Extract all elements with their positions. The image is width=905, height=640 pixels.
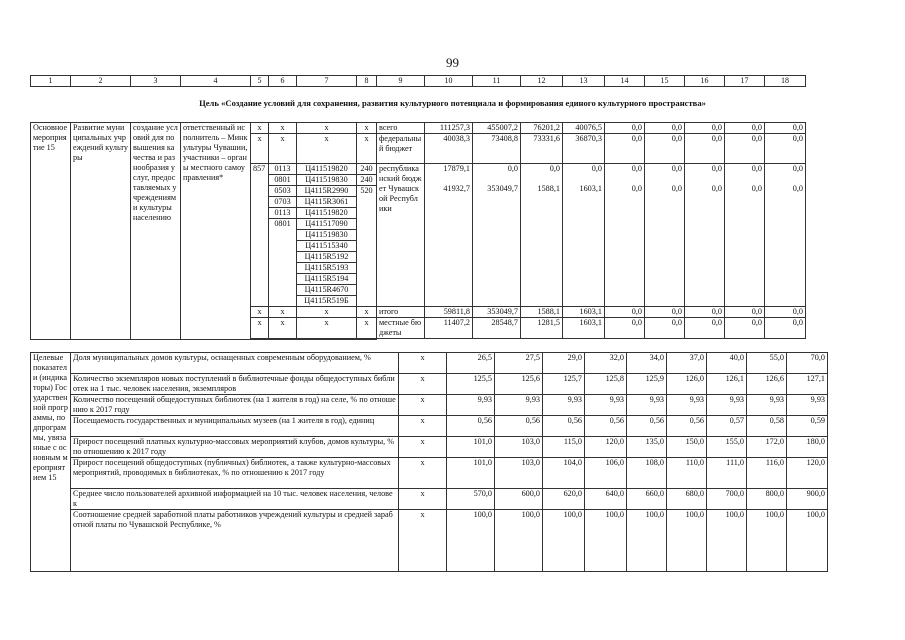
cell-x: x bbox=[357, 123, 377, 134]
csr-code: Ц411519830 bbox=[297, 175, 356, 186]
targets-table bbox=[30, 352, 828, 572]
target-name: Прирост посещений общедоступных (публичных) библиотек, а также культурно-массовых мероприятий, проводимых в библиотеках, % по отношению к 2017 году bbox=[71, 458, 399, 489]
target-value: 900,0 bbox=[787, 489, 828, 510]
rz-code: 0113 bbox=[269, 208, 296, 219]
header-cell: 10 bbox=[425, 76, 473, 87]
csr-code: Ц411519820 bbox=[297, 208, 356, 219]
csr-code: Ц4115R5192 bbox=[297, 252, 356, 263]
rz-code: 0503 bbox=[269, 186, 296, 197]
header-cell: 17 bbox=[725, 76, 765, 87]
finance-values bbox=[765, 164, 806, 307]
cell-x: x bbox=[251, 123, 269, 134]
finance-value: 1281,5 bbox=[521, 318, 563, 339]
header-cell: 16 bbox=[685, 76, 725, 87]
finance-value: 455007,2 bbox=[473, 123, 521, 134]
program-table bbox=[30, 122, 806, 340]
target-row bbox=[31, 437, 828, 458]
cell-x: x bbox=[399, 510, 447, 572]
target-value: 9,93 bbox=[787, 395, 828, 416]
target-value: 0,56 bbox=[585, 416, 627, 437]
finance-value: 59811,8 bbox=[425, 307, 473, 318]
target-row bbox=[31, 353, 828, 374]
finance-value: 0,0 bbox=[591, 164, 602, 173]
target-value: 125,5 bbox=[447, 374, 495, 395]
target-value: 9,93 bbox=[543, 395, 585, 416]
header-cell: 6 bbox=[269, 76, 297, 87]
activity-name: Основное мероприятие 15 bbox=[31, 123, 71, 340]
vr-code: 520 bbox=[360, 186, 373, 195]
cell-x: x bbox=[399, 395, 447, 416]
header-cell: 15 bbox=[645, 76, 685, 87]
cell-x: x bbox=[251, 318, 269, 339]
cell-x: x bbox=[269, 134, 297, 164]
target-value: 27,5 bbox=[495, 353, 543, 374]
finance-value: 0,0 bbox=[765, 123, 806, 134]
csr-code: Ц4115R5194 bbox=[297, 274, 356, 285]
finance-value: 0,0 bbox=[725, 134, 765, 164]
target-value: 125,8 bbox=[585, 374, 627, 395]
finance-value: 73408,8 bbox=[473, 134, 521, 164]
target-row bbox=[31, 510, 828, 572]
target-name: Доля муниципальных домов культуры, оснащенных современным оборудованием, % bbox=[71, 353, 399, 374]
cell-x: x bbox=[251, 134, 269, 164]
target-value: 120,0 bbox=[787, 458, 828, 489]
finance-value: 0,0 bbox=[685, 134, 725, 164]
finance-value: 0,0 bbox=[685, 123, 725, 134]
finance-value: 0,0 bbox=[605, 307, 645, 318]
target-value: 9,93 bbox=[747, 395, 787, 416]
target-name: Соотношение средней заработной платы работников учреждений культуры и средней заработной платы по Чувашской Республике, % bbox=[71, 510, 399, 572]
csr-code: Ц4115R3061 bbox=[297, 197, 356, 208]
target-value: 100,0 bbox=[543, 510, 585, 572]
cell-x: x bbox=[399, 416, 447, 437]
finance-value: 0,0 bbox=[507, 164, 518, 173]
target-value: 101,0 bbox=[447, 437, 495, 458]
cell-x: x bbox=[269, 318, 297, 339]
target-value: 127,1 bbox=[787, 374, 828, 395]
header-cell: 9 bbox=[377, 76, 425, 87]
finance-value: 1603,1 bbox=[563, 307, 605, 318]
cell-x: x bbox=[399, 374, 447, 395]
target-value: 680,0 bbox=[667, 489, 707, 510]
target-value: 115,0 bbox=[543, 437, 585, 458]
target-row bbox=[31, 395, 828, 416]
target-value: 0,56 bbox=[627, 416, 667, 437]
finance-row-total bbox=[31, 123, 806, 134]
vr-code: 240 bbox=[357, 164, 376, 175]
cell-x: x bbox=[399, 489, 447, 510]
finance-value: 0,0 bbox=[751, 184, 762, 193]
cell-x: x bbox=[251, 307, 269, 318]
csr-code: Ц411515340 bbox=[297, 241, 356, 252]
cell-x: x bbox=[357, 318, 377, 339]
target-value: 9,93 bbox=[707, 395, 747, 416]
header-cell: 7 bbox=[297, 76, 357, 87]
finance-value: 353049,7 bbox=[487, 184, 518, 193]
header-cell: 8 bbox=[357, 76, 377, 87]
finance-value: 0,0 bbox=[711, 164, 722, 173]
target-value: 150,0 bbox=[667, 437, 707, 458]
header-cell: 2 bbox=[71, 76, 131, 87]
rz-code: 0113 bbox=[269, 164, 296, 175]
cell-x: x bbox=[399, 458, 447, 489]
finance-value: 0,0 bbox=[671, 164, 682, 173]
finance-value: 1588,1 bbox=[521, 307, 563, 318]
finance-values bbox=[473, 164, 521, 307]
finance-value: 1603,1 bbox=[563, 318, 605, 339]
finance-value: 0,0 bbox=[792, 184, 803, 193]
cell-x: x bbox=[269, 123, 297, 134]
finance-value: 0,0 bbox=[605, 134, 645, 164]
rz-code: 0703 bbox=[269, 197, 296, 208]
cell-x: x bbox=[297, 318, 357, 339]
rz-code: 0801 bbox=[274, 219, 291, 228]
target-value: 9,93 bbox=[447, 395, 495, 416]
target-value: 34,0 bbox=[627, 353, 667, 374]
header-cell: 14 bbox=[605, 76, 645, 87]
finance-values bbox=[685, 164, 725, 307]
grbs-code: 857 bbox=[251, 164, 269, 307]
target-value: 120,0 bbox=[585, 437, 627, 458]
target-value: 135,0 bbox=[627, 437, 667, 458]
finance-source: итого bbox=[377, 307, 425, 318]
finance-value: 0,0 bbox=[671, 184, 682, 193]
finance-source: республиканский бюджет Чувашской Республики bbox=[377, 164, 425, 307]
finance-value: 76201,2 bbox=[521, 123, 563, 134]
target-value: 125,7 bbox=[543, 374, 585, 395]
vr-codes bbox=[357, 164, 377, 307]
page-number: 99 bbox=[446, 55, 459, 70]
target-value: 0,56 bbox=[543, 416, 585, 437]
header-cell: 12 bbox=[521, 76, 563, 87]
target-value: 32,0 bbox=[585, 353, 627, 374]
csr-codes bbox=[297, 164, 357, 307]
target-value: 26,5 bbox=[447, 353, 495, 374]
finance-value: 0,0 bbox=[725, 318, 765, 339]
target-value: 700,0 bbox=[707, 489, 747, 510]
target-value: 570,0 bbox=[447, 489, 495, 510]
target-value: 0,56 bbox=[667, 416, 707, 437]
header-cell: 13 bbox=[563, 76, 605, 87]
target-value: 106,0 bbox=[585, 458, 627, 489]
finance-value: 0,0 bbox=[605, 123, 645, 134]
target-value: 172,0 bbox=[747, 437, 787, 458]
target-value: 40,0 bbox=[707, 353, 747, 374]
csr-code: Ц411519820 bbox=[297, 164, 356, 175]
vr-code: 240 bbox=[357, 175, 376, 186]
finance-value: 0,0 bbox=[645, 307, 685, 318]
goal-title: Цель «Создание условий для сохранения, развития культурного потенциала и формирования единого культурного пространства» bbox=[199, 98, 706, 108]
target-value: 100,0 bbox=[585, 510, 627, 572]
finance-value: 1588,1 bbox=[537, 184, 560, 193]
finance-source: федеральный бюджет bbox=[377, 134, 425, 164]
header-cell: 3 bbox=[131, 76, 181, 87]
finance-value: 0,0 bbox=[645, 134, 685, 164]
target-value: 100,0 bbox=[667, 510, 707, 572]
target-row bbox=[31, 416, 828, 437]
rz-code: 0801 bbox=[269, 175, 296, 186]
target-name: Количество экземпляров новых поступлений в библиотечные фонды общедоступных библиотек на 1 тыс. человек населения, экземпляров bbox=[71, 374, 399, 395]
target-value: 100,0 bbox=[495, 510, 543, 572]
target-value: 9,93 bbox=[495, 395, 543, 416]
finance-value: 40076,5 bbox=[563, 123, 605, 134]
finance-value: 0,0 bbox=[725, 123, 765, 134]
target-value: 111,0 bbox=[707, 458, 747, 489]
finance-value: 36870,3 bbox=[563, 134, 605, 164]
target-value: 9,93 bbox=[627, 395, 667, 416]
csr-code: Ц4115R519Б bbox=[304, 296, 349, 305]
header-cell: 18 bbox=[765, 76, 806, 87]
target-row bbox=[31, 458, 828, 489]
activity-title: Развитие муниципальных учреждений культуры bbox=[71, 123, 131, 340]
target-value: 155,0 bbox=[707, 437, 747, 458]
header-cell: 1 bbox=[31, 76, 71, 87]
header-cell: 5 bbox=[251, 76, 269, 87]
finance-value: 0,0 bbox=[549, 164, 560, 173]
target-name: Среднее число пользователей архивной информацией на 10 тыс. человек населения, человек bbox=[71, 489, 399, 510]
target-value: 0,56 bbox=[447, 416, 495, 437]
finance-values bbox=[425, 164, 473, 307]
cell-x: x bbox=[399, 437, 447, 458]
finance-value: 1603,1 bbox=[579, 184, 602, 193]
target-value: 29,0 bbox=[543, 353, 585, 374]
finance-value: 0,0 bbox=[765, 318, 806, 339]
rz-codes bbox=[269, 164, 297, 307]
csr-code: Ц4115R5193 bbox=[297, 263, 356, 274]
target-value: 100,0 bbox=[707, 510, 747, 572]
target-row bbox=[31, 374, 828, 395]
finance-value: 0,0 bbox=[685, 307, 725, 318]
finance-value: 0,0 bbox=[645, 123, 685, 134]
finance-value: 28548,7 bbox=[473, 318, 521, 339]
finance-value: 353049,7 bbox=[473, 307, 521, 318]
finance-value: 41932,7 bbox=[443, 184, 470, 193]
target-value: 100,0 bbox=[787, 510, 828, 572]
target-value: 103,0 bbox=[495, 437, 543, 458]
target-value: 100,0 bbox=[747, 510, 787, 572]
target-value: 37,0 bbox=[667, 353, 707, 374]
finance-values bbox=[645, 164, 685, 307]
target-value: 125,9 bbox=[627, 374, 667, 395]
target-value: 600,0 bbox=[495, 489, 543, 510]
csr-code: Ц4115R4670 bbox=[297, 285, 356, 296]
finance-values bbox=[521, 164, 563, 307]
finance-values bbox=[605, 164, 645, 307]
finance-source: всего bbox=[377, 123, 425, 134]
finance-value: 0,0 bbox=[765, 307, 806, 318]
finance-value: 0,0 bbox=[725, 307, 765, 318]
target-value: 640,0 bbox=[585, 489, 627, 510]
header-cell: 4 bbox=[181, 76, 251, 87]
target-value: 0,56 bbox=[495, 416, 543, 437]
target-value: 103,0 bbox=[495, 458, 543, 489]
finance-value: 0,0 bbox=[631, 184, 642, 193]
finance-value: 0,0 bbox=[645, 318, 685, 339]
cell-x: x bbox=[357, 134, 377, 164]
finance-value: 0,0 bbox=[685, 318, 725, 339]
csr-code: Ц411517090 bbox=[297, 219, 356, 230]
finance-source: местные бюджеты bbox=[377, 318, 425, 339]
header-cell: 11 bbox=[473, 76, 521, 87]
finance-value: 40038,3 bbox=[425, 134, 473, 164]
cell-x: x bbox=[357, 307, 377, 318]
targets-label: Целевые показатели (индикаторы) Государственной программы, подпрограммы, увязанные с основным мероприятием 15 bbox=[31, 353, 71, 572]
target-value: 108,0 bbox=[627, 458, 667, 489]
header-row bbox=[31, 76, 806, 87]
target-value: 101,0 bbox=[447, 458, 495, 489]
finance-value: 111257,3 bbox=[425, 123, 473, 134]
target-name: Посещаемость государственных и муниципальных музеев (на 1 жителя в год), единиц bbox=[71, 416, 399, 437]
target-name: Количество посещений общедоступных библиотек (на 1 жителя в год) на селе, % по отношению к 2017 году bbox=[71, 395, 399, 416]
cell-x: x bbox=[399, 353, 447, 374]
target-value: 800,0 bbox=[747, 489, 787, 510]
finance-value: 0,0 bbox=[751, 164, 762, 173]
target-value: 104,0 bbox=[543, 458, 585, 489]
cell-x: x bbox=[297, 307, 357, 318]
target-value: 70,0 bbox=[787, 353, 828, 374]
cell-x: x bbox=[297, 134, 357, 164]
finance-value: 17879,1 bbox=[443, 164, 470, 173]
csr-code: Ц411519830 bbox=[297, 230, 356, 241]
target-value: 0,59 bbox=[787, 416, 828, 437]
cell-x: x bbox=[297, 123, 357, 134]
target-value: 110,0 bbox=[667, 458, 707, 489]
activity-executor: ответственный исполнитель – Минкультуры Чувашии, участники – органы местного самоуправления* bbox=[181, 123, 251, 340]
target-value: 116,0 bbox=[747, 458, 787, 489]
finance-values bbox=[563, 164, 605, 307]
target-value: 620,0 bbox=[543, 489, 585, 510]
target-value: 100,0 bbox=[447, 510, 495, 572]
finance-value: 0,0 bbox=[765, 134, 806, 164]
target-value: 9,93 bbox=[667, 395, 707, 416]
target-value: 126,0 bbox=[667, 374, 707, 395]
target-name: Прирост посещений платных культурно-массовых мероприятий клубов, домов культуры, % по отношению к 2017 году bbox=[71, 437, 399, 458]
finance-value: 0,0 bbox=[605, 318, 645, 339]
finance-value: 73331,6 bbox=[521, 134, 563, 164]
cell-x: x bbox=[269, 307, 297, 318]
target-value: 0,58 bbox=[747, 416, 787, 437]
target-value: 126,1 bbox=[707, 374, 747, 395]
csr-code: Ц4115R2990 bbox=[297, 186, 356, 197]
target-value: 100,0 bbox=[627, 510, 667, 572]
target-value: 126,6 bbox=[747, 374, 787, 395]
activity-measure: создание условий для повышения качества и разнообразия услуг, предоставляемых учреждениями культуры населению bbox=[131, 123, 181, 340]
target-value: 125,6 bbox=[495, 374, 543, 395]
target-value: 55,0 bbox=[747, 353, 787, 374]
target-value: 660,0 bbox=[627, 489, 667, 510]
finance-value: 0,0 bbox=[631, 164, 642, 173]
target-value: 9,93 bbox=[585, 395, 627, 416]
target-row bbox=[31, 489, 828, 510]
finance-value: 11407,2 bbox=[425, 318, 473, 339]
finance-value: 0,0 bbox=[792, 164, 803, 173]
finance-values bbox=[725, 164, 765, 307]
finance-value: 0,0 bbox=[711, 184, 722, 193]
target-value: 180,0 bbox=[787, 437, 828, 458]
target-value: 0,57 bbox=[707, 416, 747, 437]
column-number-header bbox=[30, 75, 806, 87]
